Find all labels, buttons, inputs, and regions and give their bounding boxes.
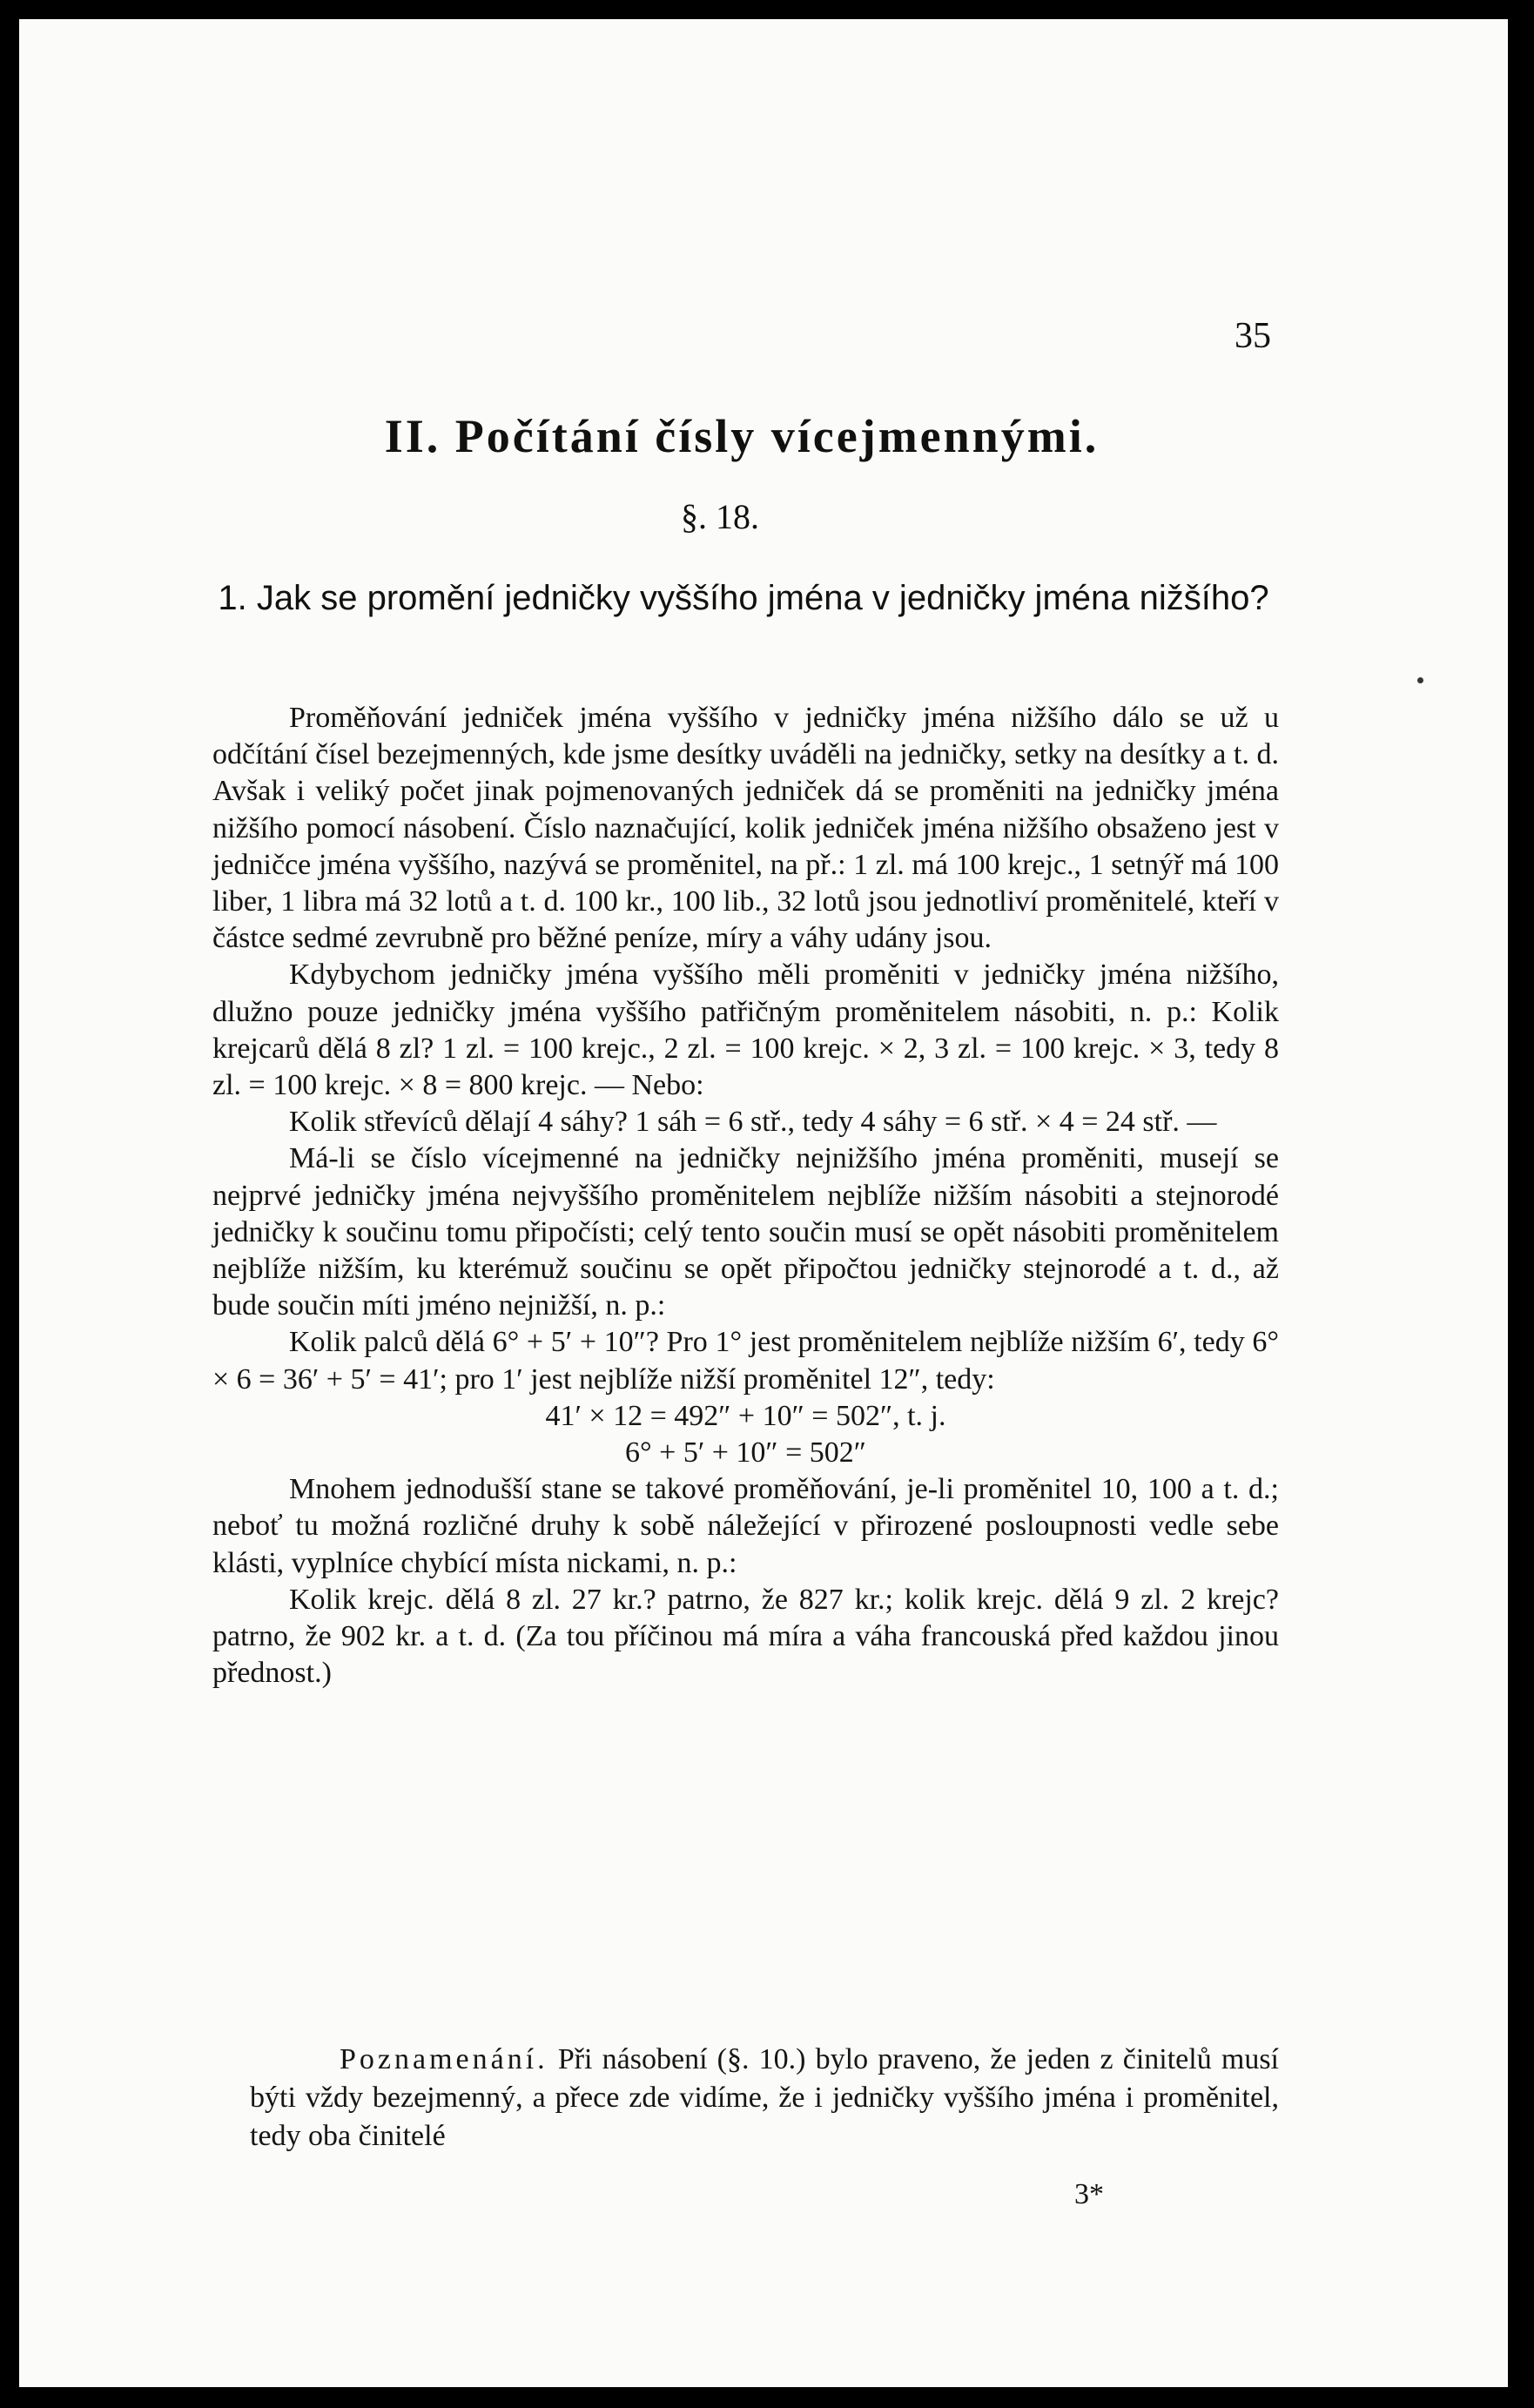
paragraph-4: Má-li se číslo vícejmenné na jedničky nejnižšího jména proměniti, musejí se nejprvé jedničky jména nejvyššího proměnitelem nejblíže nižším násobiti a stejnorodé jedničky k součinu tomu připočísti; celý tento součin musí se opět násobiti proměnitelem nejblíže nižším, ku kterémuž součinu se opět připočtou jedničky stejnorodé a t. d., až bude součin míti jméno nejnižší, n. p.: xyxy=(212,1142,1279,1322)
note-text: Při násobení (§. 10.) bylo praveno, že jeden z činitelů musí býti vždy bezejmenný, a přece zde vidíme, že i jedničky vyššího jména i proměnitel, tedy oba činitelé xyxy=(250,2043,1279,2152)
chapter-title: II. Počítání čísly vícejmennými. xyxy=(384,410,1100,462)
equation-2: 6° + 5′ + 10″ = 502″ xyxy=(625,1436,866,1470)
ink-dot xyxy=(1417,677,1423,683)
paragraph-3: Kolik střevíců dělají 4 sáhy? 1 sáh = 6 stř., tedy 4 sáhy = 6 stř. × 4 = 24 stř. — xyxy=(289,1106,1217,1139)
note-label: Poznamenání. xyxy=(340,2043,548,2075)
paragraph-6: Mnohem jednodušší stane se takové proměňování, je-li proměnitel 10, 100 a t. d.; neboť tu možná rozličné druhy k sobě náležející v přirozené posloupnosti vedle sebe klásti, vyplníce chybící místa nickami, n. p.: xyxy=(212,1473,1279,1579)
page-number: 35 xyxy=(1235,316,1271,356)
signature-mark: 3* xyxy=(1074,2178,1104,2210)
paragraph-5: Kolik palců dělá 6° + 5′ + 10″? Pro 1° jest proměnitelem nejblíže nižším 6′, tedy 6° × 6 = 36′ + 5′ = 41′; pro 1′ jest nejblíže nižší proměnitel 12″, tedy: xyxy=(212,1326,1279,1396)
note xyxy=(250,2041,1279,2156)
paragraph-7: Kolik krejc. dělá 8 zl. 27 kr.? patrno, že 827 kr.; kolik krejc. dělá 9 zl. 2 krejc? patrno, že 902 kr. a t. d. (Za tou příčinou má míra a váha francouská před každou jinou přednost.) xyxy=(212,1583,1279,1690)
paragraph-2: Kdybychom jedničky jména vyššího měli proměniti v jedničky jména nižšího, dlužno pouze jedničky jména vyššího patřičným proměnitelem násobiti, n. p.: Kolik krejcarů dělá 8 zl? 1 zl. = 100 krejc., 2 zl. = 100 krejc. × 2, 3 zl. = 100 krejc. × 3, tedy 8 zl. = 100 krejc. × 8 = 800 krejc. — Nebo: xyxy=(212,958,1279,1102)
page xyxy=(19,19,1508,2387)
body-text xyxy=(212,700,1279,1692)
section-number: §. 18. xyxy=(681,497,759,536)
scan-border xyxy=(1508,0,1534,2408)
paragraph-1: Proměňování jedniček jména vyššího v jedničky jména nižšího dálo se už u odčítání čísel bezejmenných, kde jsme desítky uváděli na jedničky, setky na desítky a t. d. Avšak i veliký počet jinak pojmenovaných jedniček dá se proměniti na jedničky jména nižšího pomocí násobení. Číslo naznačující, kolik jedniček jména nižšího obsaženo jest v jedničce jména vyššího, nazývá se proměnitel, na př.: 1 zl. má 100 krejc., 1 setnýř má 100 liber, 1 libra má 32 lotů a t. d. 100 kr., 100 lib., 32 lotů jsou jednotliví proměnitelé, kteří v částce sedmé zevrubně pro běžné peníze, míry a váhy udány jsou. xyxy=(212,702,1279,955)
question-heading: 1. Jak se promění jedničky vyššího jména v jedničky jména nižšího? xyxy=(218,579,1269,617)
equation-1: 41′ × 12 = 492″ + 10″ = 502″, t. j. xyxy=(545,1399,946,1432)
